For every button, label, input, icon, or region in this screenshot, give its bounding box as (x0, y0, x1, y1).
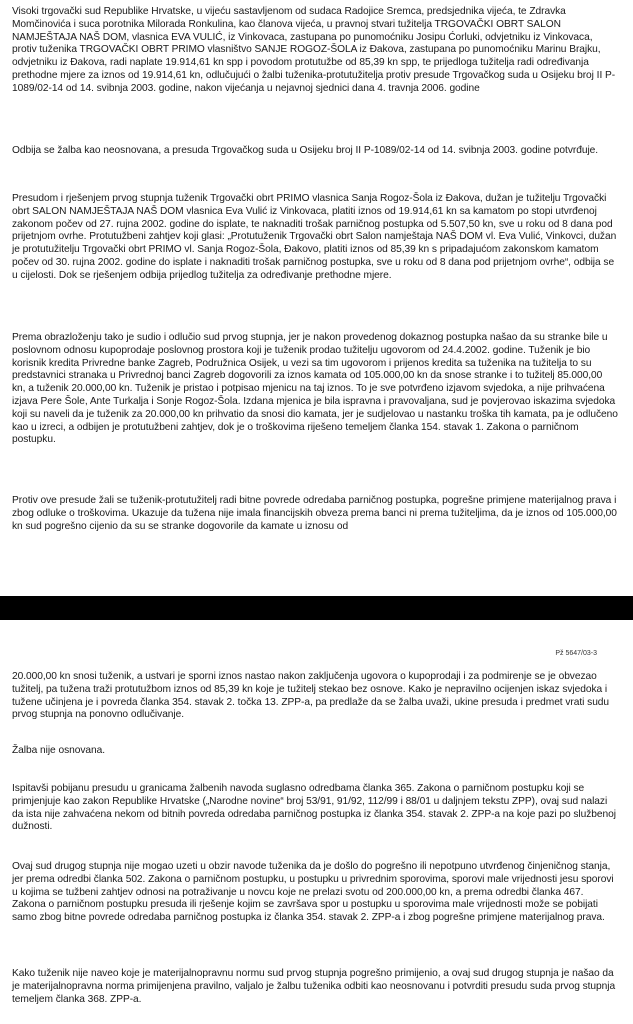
page-separator-band (0, 596, 633, 620)
appeal-continued-paragraph: 20.000,00 kn snosi tuženik, a ustvari je sporni iznos nastao nakon zaključenja ugovora o kupoprodaji i za podmirenje se je obvezao tužitelj, pa tužena traži protutužbom iznos od 85,39 kn koje je tužitelj stekao bez osnove. Kako je nepravilno ocijenjen iskaz svjedoka i tužene učinjena je i povreda članka 354. stavak 2. točka 13. ZPP-a, pa predlaže da se žalba uvaži, ukine presuda i predmet vrati sudu prvog stupnja na ponovno odlučivanje. (12, 671, 610, 721)
appeal-paragraph: Protiv ove presude žali se tuženik-protutužitelj radi bitne povrede odredaba parničnog postupka, pogrešne primjene materijalnog prava i zbog odluke o troškovima. Ukazuje da tužena nije imala financijskih obveza prema banci ni prema tužiteljima, da je iznos od 105.000,00 kn sud pogrešno cijenio da su se stranke dogovorile da kamate u iznosu od (12, 495, 617, 532)
examination-paragraph: Ispitavši pobijanu presudu u granicama žalbenih navoda suglasno odredbama članka 365. Zakona o parničnom postupku koji se primjenjuje kao zakon Republike Hrvatske („Narodne novine“ broj 53/91, 91/92, 112/99 i 88/01 u daljnjem tekstu ZPP), ovaj sud nalazi da ista nije zahvaćena nekom od bitnih povreda odredaba parničnog postupka iz članka 354. stavak 2. ZPP-a na koje pazi po službenoj dužnosti. (12, 783, 616, 833)
reasoning-paragraph: Prema obrazloženju tako je sudio i odlučio sud prvog stupnja, jer je nakon provedenog dokaznog postupka našao da su stranke bile u poslovnom odnosu kupoprodaje poslovnog prostora koji je tuženik prodao tužitelju ugovorom od 24.4.2002. godine. Tuženik je bio korisnik kredita Privredne banke Zagreb, Podružnica Osijek, u vezi sa tim ugovorom i prijenos kredita sa tuženika na tužitelja to su predstavnici stranaka u Privrednoj banci Zagreb dogovorili za iznos kamata od 105.000,00 kn da snose stranke i to tužitelj 85.000,00 kn, a tuženik 20.000,00 kn. Tuženik je pristao i potpisao mjenicu na taj iznos. To je sve potvrđeno izjavom svjedoka, a nije prihvaćena izjava Pere Šole, Ante Turkalja i Sonje Rogoz-Šola. Izdana mjenica je bila ispravna i pravovaljana, sud je povjerovao iskazima svjedoka koji su naveli da je tuženik za 20.000,00 kn prihvatio da snosi dio kamata, jer je sudjelovao u nastanku troška tih kamata, pa je odlučeno kao u izreci, a odbijen je protutužbeni zahtjev, dok je o troškovima riješeno temeljem članka 154. stavak 1. Zakona o parničnom postupku. (12, 332, 618, 446)
document-page-2 (0, 620, 633, 1024)
intro-paragraph: Visoki trgovački sud Republike Hrvatske, u vijeću sastavljenom od sudaca Radojice Sremca, predsjednika vijeća, te Zdravka Momčinovića i suca porotnika Milorada Ronkulina, kao članova vijeća, u pravnoj stvari tužitelja TRGOVAČKI OBRT SALON NAMJEŠTAJA NAŠ DOM, vlasnica EVA VULIĆ, iz Vinkovaca, zastupana po punomoćniku Josipu Ćorluki, odvjetniku iz Vinkovaca, protiv tuženika TRGOVAČKI OBRT PRIMO vlasništvo SANJE ROGOZ-ŠOLA iz Đakova, zastupana po punomoćniku Marinu Brajku, odvjetniku iz Đakova, radi naplate 19.914,61 kn spp i povodom protutužbe od 85,39 kn spp, te prijedloga tužitelja radi određivanja prethodne mjere za iznos od 19.914,61 kn, odlučujući o žalbi tuženika-protutužitelja protiv presude Trgovačkog suda u Osijeku broj II P-1089/02-14 od 14. svibnja 2003. godine, nakon vijećanja u nejavnoj sjednici dana 4. travnja 2006. godine (12, 6, 616, 94)
small-value-dispute-paragraph: Ovaj sud drugog stupnja nije mogao uzeti u obzir navode tuženika da je došlo do pogrešno ili nepotpuno utvrđenog činjeničnog stanja, jer prema odredbi članka 502. Zakona o parničnom postupku, u postupku u privrednim sporovima, sporovi male vrijednosti jesu sporovi u kojima se tužbeni zahtjev odnosi na potraživanje u novcu koje ne prelazi svotu od 200.000,00 kn, a prema odredbi članka 467. Zakona o parničnom postupku presuda ili rješenje kojim se završava spor u postupku u sporovima male vrijednosti može se pobijati samo zbog bitne povrede odredaba parničnog postupka iz članka 354. stavak 2. ZPP-a i zbog pogrešne primjene materijalnog prava. (12, 861, 614, 924)
appeal-unfounded-paragraph: Žalba nije osnovana. (12, 745, 106, 756)
first-instance-paragraph: Presudom i rješenjem prvog stupnja tuženik Trgovački obrt PRIMO vlasnica Sanja Rogoz-Šola iz Đakova, dužan je tužitelju Trgovački obrt SALON NAMJEŠTAJA NAŠ DOM vlasnica Eva Vulić iz Vinkovaca, platiti iznos od 19.914,61 kn sa kamatom po stopi utvrđenoj zakonom počev od 27. rujna 2002. godine do isplate, te naknaditi trošak parničnog postupka od 5.507,50 kn, sve u roku od 8 dana pod prijetnjom ovrhe. Protutužbeni zahtjev koji glasi: „Protutuženik Trgovački obrt Salon namještaja NAŠ DOM vl. Eva Vulić, Vinkovci, dužan je protutužitelju Trgovački obrt PRIMO vl. Sanja Rogoz-Šola, Đakovo, platiti iznos od 85,39 kn s pripadajućom zakonskom kamatom počev od 30. rujna 2002. godine do isplate i naknaditi trošak parničnog postupka, sve u roku od 8 dana pod prijetnjom ovrhe“, odbija se u cijelosti. Dok se rješenjem odbija prijedlog tužitelja za određivanje prethodne mjere. (12, 193, 617, 281)
conclusion-paragraph: Kako tuženik nije naveo koje je materijalnopravnu normu sud prvog stupnja pogrešno primijenio, a ovaj sud drugog stupnja je našao da je materijalnopravna norma primijenjena pravilno, valjalo je žalbu tuženika odbiti kao neosnovanu i potvrditi presudu suda prvog stupnja temeljem članka 368. ZPP-a. (12, 968, 616, 1005)
ruling-paragraph: Odbija se žalba kao neosnovana, a presuda Trgovačkog suda u Osijeku broj II P-1089/02-14 od 14. svibnja 2003. godine potvrđuje. (12, 145, 599, 156)
case-reference: Pž 5647/03-3 (555, 650, 597, 657)
